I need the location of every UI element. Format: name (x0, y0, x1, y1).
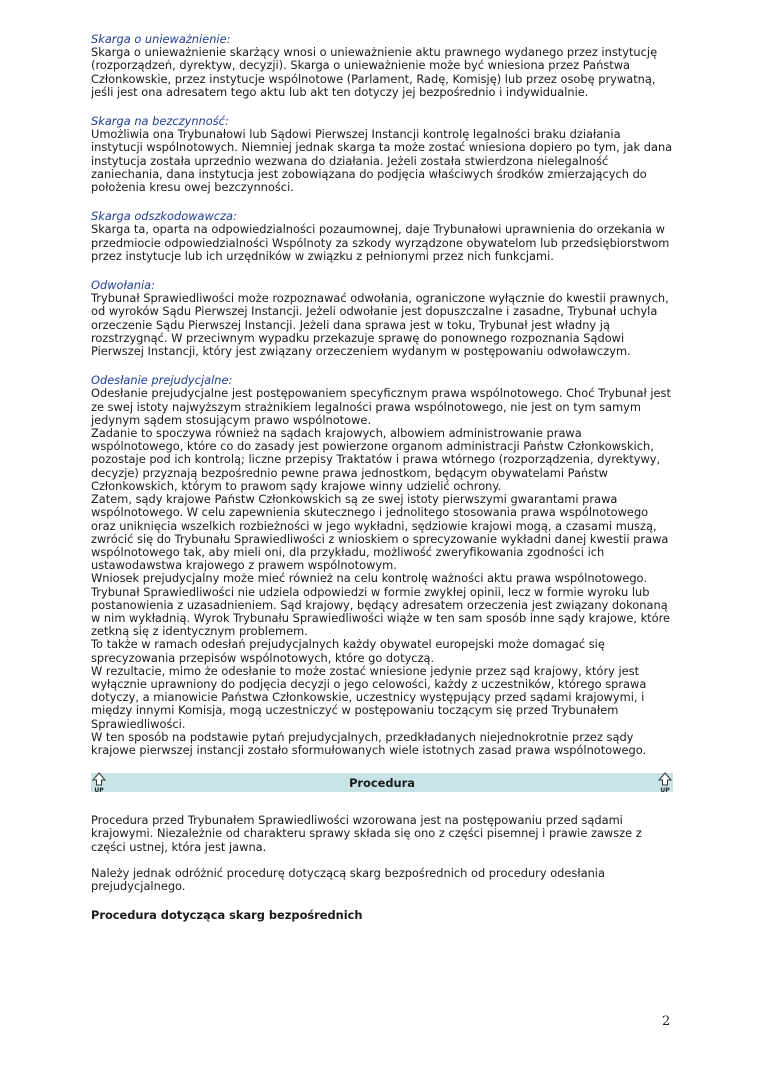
section-appeals (91, 279, 673, 358)
section-paragraph: Umożliwia ona Trybunałowi lub Sądowi Pierwszej Instancji kontrolę legalności braku działania instytucji wspólnotowych. Niemniej jednak skarga ta może zostać wniesiona dopiero po tym, jak dana instytucja została uprzednio wezwana do działania. Jeżeli została stwierdzona nielegalność zaniechania, dana instytucja jest zobowiązana do podjęcia właściwych środków zmierzających do położenia kresu owej bezczynności. (91, 127, 673, 195)
document-content (91, 33, 673, 922)
page-number: 2 (662, 1014, 671, 1029)
section-paragraph: W ten sposób na podstawie pytań prejudycjalnych, przedkładanych niejednokrotnie przez sądy krajowe pierwszej instancji zostało sformułowanych wiele istotnych zasad prawa wspólnotowego. (91, 729, 647, 757)
section-paragraph: To także w ramach odesłań prejudycjalnych każdy obywatel europejski może domagać się sprecyzowania przepisów wspólnotowych, które go dotyczą. (91, 637, 605, 665)
section-paragraph: Zatem, sądy krajowe Państw Członkowskich są ze swej istoty pierwszymi gwarantami prawa wspólnotowego. W celu zapewnienia skutecznego i jednolitego stosowania prawa wspólnotowego oraz uniknięcia wszelkich rozbieżności w jego wykładni, sędziowie krajowi mogą, a czasami muszą, zwrócić się do Trybunału Sprawiedliwości z wnioskiem o sprecyzowanie wykładni danej kwestii prawa wspólnotowego tak, aby mieli oni, dla przykładu, możliwość zweryfikowania zgodności ich ustawodawstwa krajowego z prawem wspólnotowym. (91, 492, 669, 573)
section-title: Skarga odszkodowawcza: (91, 209, 237, 224)
section-title: Skarga o unieważnienie: (91, 32, 231, 46)
section-paragraph: Zadanie to spoczywa również na sądach krajowych, albowiem administrowanie prawa wspólnotowego, które co do zasady jest powierzone organom administracji Państw Członkowskich, pozostaje pod ich kontrolą; liczne przepisy Traktatów i prawa wtórnego (rozporządzenia, dyrektywy, decyzje) przyznają bezpośrednio pewne prawa jednostkom, będącym obywatelami Państw Członkowskich, którym to prawom sądy krajowe winny udzielić ochrony. (91, 426, 661, 493)
section-title: Odwołania: (91, 278, 155, 293)
section-paragraph: Skarga ta, oparta na odpowiedzialności pozaumownej, daje Trybunałowi uprawnienia do orzekania w przedmiocie odpowiedzialności Wspólnoty za szkody wyrządzone obywatelom lub przedsiębiorstwom przez instytucje lub ich urzędników w związku z pełnionymi przez nich funkcjami. (91, 222, 670, 263)
section-paragraph: Odesłanie prejudycjalne jest postępowaniem specyficznym prawa wspólnotowego. Choć Trybunał jest ze swej istoty najwyższym strażnikiem legalności prawa wspólnotowego, nie jest on tym samym jedynym sądem stosującym prawo wspólnotowe. (91, 386, 671, 427)
svg-text:UP: UP (94, 787, 104, 794)
procedure-header-bar (91, 773, 673, 792)
section-paragraph: W rezultacie, mimo że odesłanie to może zostać wniesione jedynie przez sąd krajowy, który jest wyłącznie uprawniony do podjęcia decyzji o jego celowości, każdy z uczestników, którego sprawa dotyczy, a mianowicie Państwa Członkowskie, uczestnicy występujący przed sądami krajowymi, i między innymi Komisja, mogą uczestniczyć w postępowaniu toczącym się przed Trybunałem Sprawiedliwości. (91, 663, 647, 731)
procedure-subheading: Procedura dotycząca skarg bezpośrednich (91, 908, 363, 923)
section-preliminary-reference (91, 374, 673, 757)
procedure-paragraph: Procedura przed Trybunałem Sprawiedliwości wzorowana jest na postępowaniu przed sądami krajowymi. Niezależnie od charakteru sprawy składa się ono z części pisemnej i prawie zawsze z części ustnej, która jest jawna. (91, 813, 642, 854)
section-annulment (91, 33, 673, 99)
section-paragraph: Trybunał Sprawiedliwości może rozpoznawać odwołania, ograniczone wyłącznie do kwestii prawnych, od wyroków Sądu Pierwszej Instancji. Jeżeli odwołanie jest dopuszczalne i zasadne, Trybunał uchyla orzeczenie Sądu Pierwszej Instancji. Jeżeli dana sprawa jest w toku, Trybunał jest władny ją rozstrzygnąć. W przeciwnym wypadku przekazuje sprawę do ponownego rozpoznania Sądowi Pierwszej Instancji, który jest związany orzeczeniem wydanym w postępowaniu odwoławczym. (91, 291, 669, 359)
up-arrow-icon[interactable] (91, 772, 107, 793)
up-arrow-icon[interactable] (657, 772, 673, 793)
section-title: Odesłanie prejudycjalne: (91, 373, 233, 388)
svg-text:UP: UP (660, 787, 670, 794)
section-title: Skarga na bezczynność: (91, 114, 229, 129)
procedure-paragraph: Należy jednak odróżnić procedurę dotyczącą skarg bezpośrednich od procedury odesłania prejudycjalnego. (91, 865, 605, 893)
section-failure-to-act (91, 115, 673, 194)
section-paragraph: Wniosek prejudycjalny może mieć również na celu kontrolę ważności aktu prawa wspólnotowego. Trybunał Sprawiedliwości nie udziela odpowiedzi w formie zwykłej opinii, lecz w formie wyroku lub postanowienia z uzasadnieniem. Sąd krajowy, będący adresatem orzeczenia jest związany dokonaną w nim wykładnią. Wyrok Trybunału Sprawiedliwości wiąże w ten sam sposób inne sądy krajowe, które zetkną się z identycznym problemem. (91, 571, 671, 639)
section-paragraph: Skarga o unieważnienie skarżący wnosi o unieważnienie aktu prawnego wydanego przez instytucję (rozporządzeń, dyrektyw, decyzji). Skarga o unieważnienie może być wniesiona przez Państwa Członkowskie, przez instytucje wspólnotowe (Parlament, Radę, Komisję) lub przez osobę prywatną, jeśli jest ona adresatem tego aktu lub akt ten dotyczy jej bezpośrednio i indywidualnie. (91, 45, 658, 99)
procedure-heading: Procedura (349, 775, 415, 790)
section-damages (91, 210, 673, 263)
